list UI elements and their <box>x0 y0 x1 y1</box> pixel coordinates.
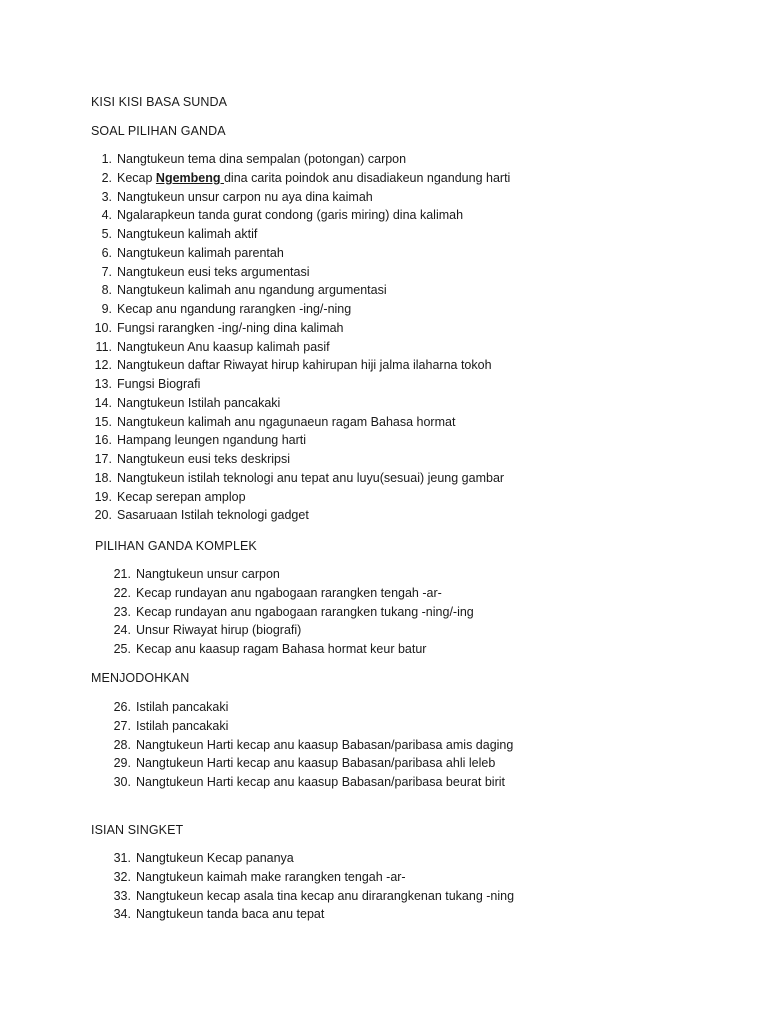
list-item: 32. Nangtukeun kaimah make rarangken tengah -ar- <box>113 869 406 884</box>
list-item: 29. Nangtukeun Harti kecap anu kaasup Babasan/paribasa ahli leleb <box>113 756 496 771</box>
list-item: 19. Kecap serepan amplop <box>94 489 246 504</box>
list-item: 1. Nangtukeun tema dina sempalan (potongan) carpon <box>101 152 407 166</box>
list-item: 10. Fungsi rarangken -ing/-ning dina kalimah <box>94 320 344 335</box>
section-heading-pilihan-ganda: SOAL PILIHAN GANDA <box>91 124 226 138</box>
list-item: 8. Nangtukeun kalimah anu ngandung argumentasi <box>101 283 387 298</box>
document-title: KISI KISI BASA SUNDA <box>91 95 228 109</box>
emphasized-word: Ngembeng <box>155 170 224 185</box>
list-item: 20. Sasaruaan Istilah teknologi gadget <box>94 508 309 523</box>
list-item: 34. Nangtukeun tanda baca anu tepat <box>113 907 325 922</box>
list-item: 26. Istilah pancakaki <box>113 700 229 714</box>
list-item: 3. Nangtukeun unsur carpon nu aya dina kaimah <box>101 189 373 204</box>
question-list-isian-singket <box>109 849 649 924</box>
list-item: 27. Istilah pancakaki <box>113 718 229 733</box>
list-item: 30. Nangtukeun Harti kecap anu kaasup Babasan/paribasa beurat birit <box>113 775 505 789</box>
section-heading-pilihan-ganda-komplek: PILIHAN GANDA KOMPLEK <box>95 539 257 553</box>
list-item: 28. Nangtukeun Harti kecap anu kaasup Babasan/paribasa amis daging <box>113 737 514 752</box>
list-item: 12. Nangtukeun daftar Riwayat hirup kahirupan hiji jalma ilaharna tokoh <box>94 358 492 373</box>
list-item: 6. Nangtukeun kalimah parentah <box>101 245 284 260</box>
list-item: 4. Ngalarapkeun tanda gurat condong (garis miring) dina kalimah <box>101 208 464 223</box>
list-item: 24. Unsur Riwayat hirup (biografi) <box>113 623 302 638</box>
list-item: 16. Hampang leungen ngandung harti <box>94 433 307 448</box>
list-item: 2. Kecap Ngembeng dina carita poindok anu disadiakeun ngandung harti <box>101 170 511 185</box>
list-item: 7. Nangtukeun eusi teks argumentasi <box>101 264 310 279</box>
list-item: 13. Fungsi Biografi <box>94 377 201 391</box>
list-item: 22. Kecap rundayan anu ngabogaan rarangken tengah -ar- <box>113 585 442 600</box>
question-list-pilihan-ganda <box>90 150 650 525</box>
question-list-menjodohkan <box>109 698 649 792</box>
list-item: 33. Nangtukeun kecap asala tina kecap anu dirarangkenan tukang -ning <box>113 888 515 903</box>
list-item: 9. Kecap anu ngandung rarangken -ing/-ning <box>101 302 352 316</box>
question-list-pilihan-ganda-komplek <box>109 565 649 659</box>
list-item: 11. Nangtukeun Anu kaasup kalimah pasif <box>95 339 330 354</box>
list-item: 17. Nangtukeun eusi teks deskripsi <box>94 452 291 466</box>
section-heading-menjodohkan: MENJODOHKAN <box>91 671 190 685</box>
list-item: 21. Nangtukeun unsur carpon <box>113 567 280 581</box>
list-item: 15. Nangtukeun kalimah anu ngagunaeun ragam Bahasa hormat <box>94 414 456 429</box>
list-item: 25. Kecap anu kaasup ragam Bahasa hormat keur batur <box>113 642 427 656</box>
list-item: 31. Nangtukeun Kecap pananya <box>113 851 294 865</box>
list-item: 5. Nangtukeun kalimah aktif <box>101 227 258 241</box>
list-item: 14. Nangtukeun Istilah pancakaki <box>94 395 281 410</box>
list-item: 18. Nangtukeun istilah teknologi anu tepat anu luyu(sesuai) jeung gambar <box>94 470 505 485</box>
list-item: 23. Kecap rundayan anu ngabogaan rarangken tukang -ning/-ing <box>113 604 474 619</box>
section-heading-isian-singket: ISIAN SINGKET <box>91 823 184 837</box>
